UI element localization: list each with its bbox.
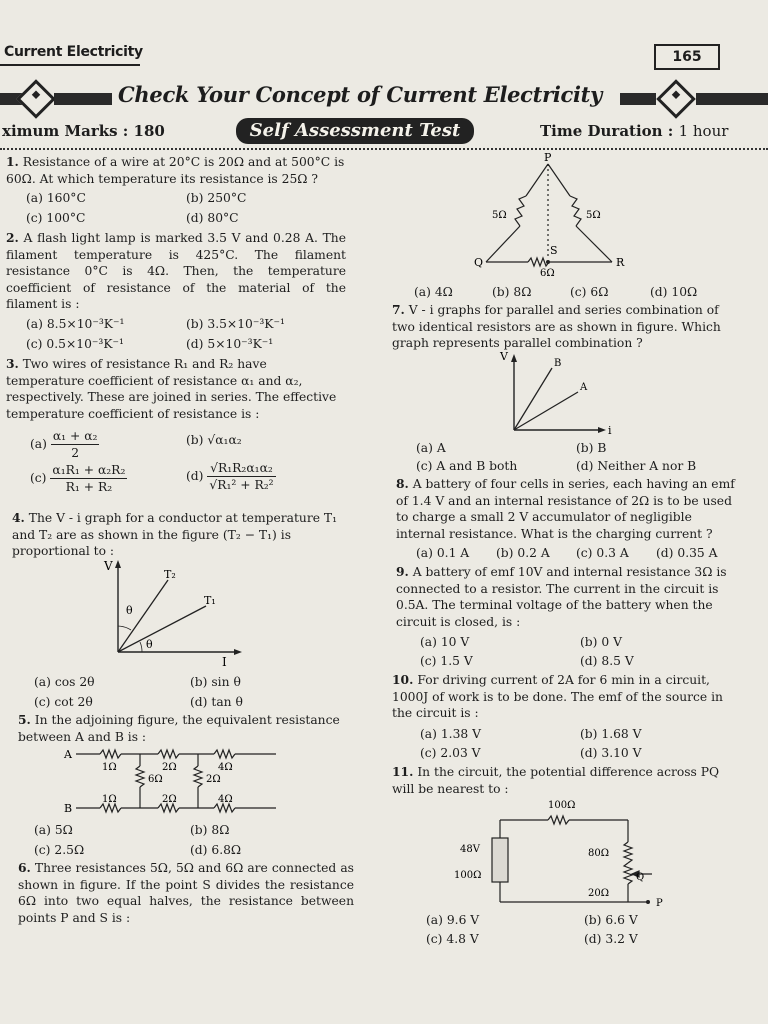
fraction xyxy=(50,462,127,495)
numerator: α₁ + α₂ xyxy=(52,429,98,443)
option-d: (d) 8.5 V xyxy=(580,654,634,668)
x-axis-label: i xyxy=(608,424,612,436)
option-a: (a) 0.1 A xyxy=(416,546,470,560)
option-c xyxy=(30,462,127,495)
resistor-label: 6Ω xyxy=(148,774,163,785)
option-a xyxy=(30,428,99,461)
angle-arc xyxy=(118,626,131,630)
option-d: (d) tan θ xyxy=(190,695,243,709)
page-number: 165 xyxy=(654,44,720,70)
node-r-label: R xyxy=(616,256,625,269)
node-q-label: Q xyxy=(474,256,484,269)
resistor-network-q5 xyxy=(62,744,282,820)
duration-label: Time Duration : xyxy=(540,122,674,140)
angle-arc xyxy=(140,642,142,652)
resistor-label: 100Ω xyxy=(548,800,576,811)
option-b: (b) 8Ω xyxy=(190,823,230,837)
terminal-p xyxy=(646,900,650,904)
diamond-icon xyxy=(16,79,56,119)
option-c: (c) 2.5Ω xyxy=(34,843,85,857)
option-c: (c) cot 2θ xyxy=(34,695,93,709)
option-a: (a) 9.6 V xyxy=(426,913,480,927)
option-b: (b) 0.2 A xyxy=(496,546,550,560)
theta-label: θ xyxy=(126,604,133,617)
option-d: (d) 5×10⁻³K⁻¹ xyxy=(186,337,274,351)
question-number: 7. xyxy=(392,302,405,317)
option-b: (b) 6.6 V xyxy=(584,913,638,927)
vi-graph-q7 xyxy=(498,350,618,436)
option-d xyxy=(186,460,276,493)
option-b: (b) 1.68 V xyxy=(580,727,642,741)
question-number: 11. xyxy=(392,764,414,779)
t1-label: T₁ xyxy=(204,594,216,607)
question-number: 5. xyxy=(18,712,31,727)
option-c: (c) 1.5 V xyxy=(420,654,473,668)
y-axis-label: V xyxy=(500,350,508,363)
option-a: (a) 5Ω xyxy=(34,823,73,837)
internal-resistance-label: 100Ω xyxy=(454,870,482,881)
maximum-marks: ximum Marks : 180 xyxy=(2,122,165,140)
question-text: Resistance of a wire at 20°C is 20Ω and at 500°C is 60Ω. At which temperature its resistance is 25Ω ? xyxy=(6,155,345,186)
arrowhead-icon xyxy=(511,354,517,362)
option-c: (c) 0.5×10⁻³K⁻¹ xyxy=(26,337,124,351)
resistor-label: 1Ω xyxy=(102,794,117,805)
terminal-b-label: B xyxy=(64,802,73,815)
option-d: (d) 80°C xyxy=(186,211,239,225)
question-number: 6. xyxy=(18,860,31,875)
question-number: 10. xyxy=(392,672,414,687)
option-b: (b) 0 V xyxy=(580,635,622,649)
node-s xyxy=(546,260,550,264)
question-text: A battery of four cells in series, each having an emf of 1.4 V and an internal resistance of 2Ω is to be used to charge a small 2 V accumulator of negligible internal resistance. What is the charging current ? xyxy=(396,477,735,541)
arrowhead-icon xyxy=(234,649,242,655)
option-c: (c) 100°C xyxy=(26,211,86,225)
title-bar-left-inner xyxy=(54,93,112,105)
option-d: (d) 3.2 V xyxy=(584,932,638,946)
t2-label: T₂ xyxy=(164,568,176,581)
chapter-underline xyxy=(0,64,140,66)
test-badge: Self Assessment Test xyxy=(236,118,474,144)
question-text: The V - i graph for a conductor at temperature T₁ and T₂ are as shown in the figure (T₂ − T₁) is proportional to : xyxy=(12,511,338,558)
question-number: 4. xyxy=(12,510,25,525)
numerator: √R₁R₂α₁α₂ xyxy=(207,460,275,477)
denominator: 2 xyxy=(71,446,80,460)
question-number: 2. xyxy=(6,230,19,245)
question-5 xyxy=(18,712,352,745)
chapter-title: Current Electricity xyxy=(4,44,143,60)
question-9 xyxy=(396,564,740,630)
duration-value: 1 hour xyxy=(678,122,729,140)
option-a: (a) A xyxy=(416,441,446,455)
question-8 xyxy=(396,476,740,542)
title-bar-right xyxy=(696,93,768,105)
arrowhead-icon xyxy=(598,427,606,433)
option-b: (b) sin θ xyxy=(190,675,241,689)
line-a-label: A xyxy=(580,382,588,393)
option-d: (d) 10Ω xyxy=(650,285,698,299)
resistor-label: 1Ω xyxy=(102,762,117,773)
resistor-label: 5Ω xyxy=(586,210,601,221)
option-c: (c) 6Ω xyxy=(570,285,609,299)
resistor-label: 4Ω xyxy=(218,762,233,773)
terminal-a-label: A xyxy=(64,748,72,761)
option-c: (c) 0.3 A xyxy=(576,546,629,560)
question-number: 8. xyxy=(396,476,409,491)
question-text: V - i graphs for parallel and series combination of two identical resistors are as shown in figure. Which graph represents parallel combination ? xyxy=(392,303,721,350)
diamond-icon xyxy=(656,79,696,119)
fraction xyxy=(51,428,100,461)
fraction xyxy=(207,460,275,493)
option-a: (a) 1.38 V xyxy=(420,727,482,741)
question-text: Two wires of resistance R₁ and R₂ have temperature coefficient of resistance α₁ and α₂, respectively. These are joined in series. The effective temperature coefficient of resistance is : xyxy=(6,357,337,421)
question-10 xyxy=(392,672,742,722)
question-text: Three resistances 5Ω, 5Ω and 6Ω are connected as shown in figure. If the point S divides the resistance 6Ω into two equal halves, the resistance between points P and S is : xyxy=(18,861,354,925)
resistor-label: 4Ω xyxy=(218,794,233,805)
time-duration xyxy=(540,122,728,140)
option-d: (d) 0.35 A xyxy=(656,546,718,560)
question-number: 1. xyxy=(6,154,19,169)
question-text: In the adjoining figure, the equivalent resistance between A and B is : xyxy=(18,713,340,744)
node-s-label: S xyxy=(550,244,558,257)
question-number: 9. xyxy=(396,564,409,579)
option-label: (d) xyxy=(186,469,204,483)
option-d: (d) 3.10 V xyxy=(580,746,642,760)
header-divider xyxy=(0,148,768,150)
option-b: (b) 3.5×10⁻³K⁻¹ xyxy=(186,317,285,331)
numerator: α₁R₁ + α₂R₂ xyxy=(52,463,126,477)
terminal-q-label: Q xyxy=(636,872,645,883)
question-7 xyxy=(392,302,740,352)
resistor-label: 2Ω xyxy=(206,774,221,785)
emf-label: 48V xyxy=(460,844,480,855)
option-b: (b) 8Ω xyxy=(492,285,532,299)
question-text: In the circuit, the potential difference across PQ will be nearest to : xyxy=(392,765,720,796)
x-axis-label: I xyxy=(222,655,227,668)
question-6 xyxy=(18,860,354,926)
option-d: (d) 6.8Ω xyxy=(190,843,242,857)
resistor-label: 6Ω xyxy=(540,268,555,279)
question-number: 3. xyxy=(6,356,19,371)
question-1 xyxy=(6,154,354,187)
line-a xyxy=(514,392,578,430)
option-a: (a) 10 V xyxy=(420,635,470,649)
potential-divider-circuit-q11 xyxy=(452,796,682,912)
question-text: For driving current of 2A for 6 min in a circuit, 1000J of work is to be done. The emf of the source in the circuit is : xyxy=(392,673,723,720)
node-p-label: P xyxy=(544,151,552,164)
question-2 xyxy=(6,230,346,313)
terminal-p-label: P xyxy=(656,898,663,909)
option-a: (a) 4Ω xyxy=(414,285,453,299)
option-a: (a) cos 2θ xyxy=(34,675,95,689)
title-bar-right-inner xyxy=(620,93,656,105)
option-a: (a) 160°C xyxy=(26,191,86,205)
option-b: (b) √α₁α₂ xyxy=(186,433,242,447)
arrowhead-icon xyxy=(115,560,121,568)
line-b-label: B xyxy=(554,358,562,369)
resistor-label: 5Ω xyxy=(492,210,507,221)
line-b xyxy=(514,368,552,430)
page-title: Check Your Concept of Current Electricity xyxy=(118,82,602,107)
question-11 xyxy=(392,764,744,797)
question-4 xyxy=(12,510,350,560)
resistor-label: 2Ω xyxy=(162,794,177,805)
y-axis-label: V xyxy=(104,559,113,573)
option-b: (b) 250°C xyxy=(186,191,247,205)
option-c: (c) 2.03 V xyxy=(420,746,481,760)
denominator: R₁ + R₂ xyxy=(65,480,113,494)
triangle-circuit-q6 xyxy=(470,150,640,280)
option-label: (c) xyxy=(30,471,47,485)
question-text: A flash light lamp is marked 3.5 V and 0.28 A. The filament temperature is 425°C. The filament resistance 0°C is 4Ω. Then, the temperature coefficient of resistance of the material of the filament is : xyxy=(6,231,346,311)
option-c: (c) 4.8 V xyxy=(426,932,479,946)
denominator: √R₁² + R₂² xyxy=(209,478,274,492)
resistor-label: 20Ω xyxy=(588,888,610,899)
theta-label: θ xyxy=(146,638,153,651)
option-label: (a) xyxy=(30,437,47,451)
option-b: (b) B xyxy=(576,441,607,455)
question-3 xyxy=(6,356,348,422)
vi-graph-q4 xyxy=(90,556,250,668)
resistor-label: 80Ω xyxy=(588,848,610,859)
option-a: (a) 8.5×10⁻³K⁻¹ xyxy=(26,317,125,331)
option-d: (d) Neither A nor B xyxy=(576,459,697,473)
question-text: A battery of emf 10V and internal resistance 3Ω is connected to a resistor. The current in the circuit is 0.5A. The terminal voltage of the battery when the circuit is closed, is : xyxy=(396,565,727,629)
resistor-label: 2Ω xyxy=(162,762,177,773)
option-c: (c) A and B both xyxy=(416,459,518,473)
